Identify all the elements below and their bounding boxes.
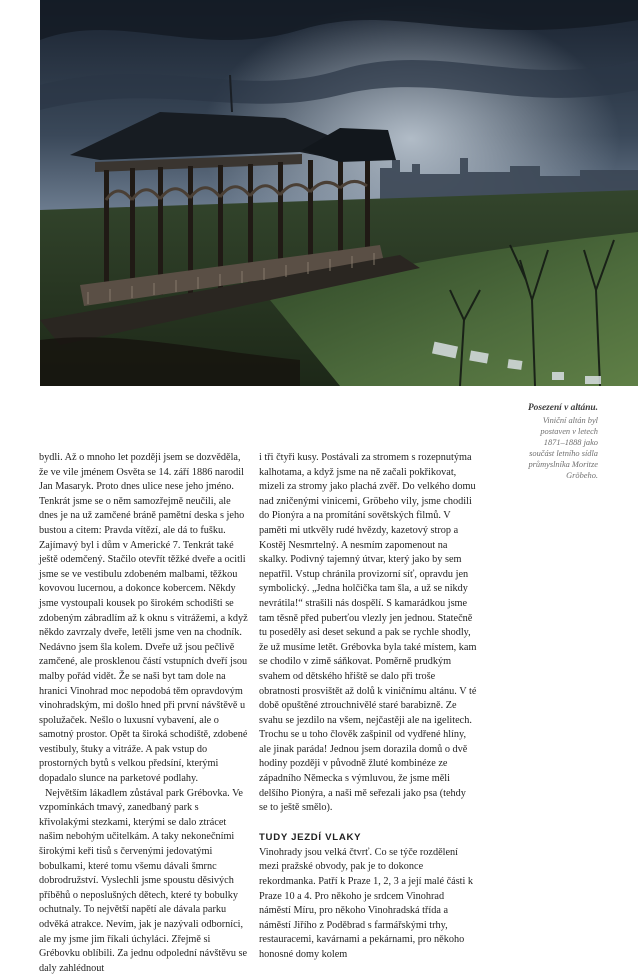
article-column-1	[39, 451, 250, 976]
caption-body: Viniční altán byl postaven v letech 1871–1888 jako součást letního sídla průmyslníka Moritze Gröbeho.	[528, 416, 598, 481]
section-heading: TUDY JEZDÍ VLAKY	[259, 831, 362, 843]
photo-illustration	[40, 0, 638, 386]
article-paragraph: i tři čtyři kusy. Postávali za stromem s rozepnutýma kalhotama, a když jsme na ně začali pokřikovat, mizeli za stromy jako plachá zvěř. Do velkého domu nad zničenými vinicemi, Gröbeho vily, jsme chodili do Pionýra a na promítání sovětských filmů. V paměti mi utkvěly rudé hvězdy, kazetový strop a Kostěj Nesmrtelný. A nesmím zapomenout na skalky. Podivný tajemný útvar, který jako by sem nepatřil. Vstup chránila provizorní síť, opravdu jen symbolický. „Jedna holčička tam šla, a už se nikdy nevrátila!“ strašili nás dospělí. S kamarádkou jsme tam těsně před puberťou vlezly jen jednou. Statečně tu poseděly asi deset sekund a pak se rychle shodly, že už musíme letět. Grébovka byla také místem, kam se chodilo v zimě sáňkovat. Poměrně prudkým svahem od dětského hřiště se dalo při troše obratnosti prosvištět až dolů k viničnímu altánu. V té době opuštěné ztrouchnivělé staré barabizně. Ze svahu se jezdilo na všem, nejčastěji ale na igelitech. Trochu se u toho člověk zašpinil od vydřené hlíny, ale jinak paráda! Jednou jsem dorazila domů o dvě hodiny později v původně žluté kombinéze ze západního Německa s výmluvou, že jsme měli delšího Pionýra, a naši mě seřezali jako psa (tehdy se to ještě smělo).	[259, 452, 477, 814]
article-column-2	[259, 451, 477, 963]
article-paragraph: Vinohrady jsou velká čtvrť. Co se týče rozdělení mezi pražské obvody, pak je to dokonce rekordmanka. Patří k Praze 1, 2, 3 a její malé části k Praze 10 a 4. Pro někoho je srdcem Vinohrad náměstí Míru, pro někoho Vinohradská třída a náměstí Jiřího z Poděbrad s farmářskými trhy, restauracemi, kavárnami a pekárnami, pro někoho honosné domy kolem	[259, 846, 474, 960]
article-paragraph: Největším lákadlem zůstával park Grébovka. Ve vzpomínkách tmavý, zanedbaný park s křivolakými stezkami, kterými se dalo ztrácet našim nebohým učitelkám. A taky nekonečními širokými keři tisů s červenými jedovatými bobulkami, které tomu všemu dávali šmrnc dobrodružství. Vyslechli jsme spoustu děsivých příběhů o neposlušných dětech, které ty bobulky ochutnaly. To největší napětí ale dávala parku odvěká atrakce. Nevím, jak je nazývali odborníci, ale my jsme jim říkali úchyláci. Zřejmě si Grébovku oblíbili. Za jednu odpolední návštěvu se daly zahlédnout	[39, 787, 248, 974]
caption-title: Posezení v altánu.	[527, 403, 598, 413]
article-paragraph: bydli. Až o mnoho let později jsem se dozvěděla, že ve vile jménem Osvěta se 14. září 1886 narodil Jan Masaryk. Proto dnes ulice nese jeho jméno. Tenkrát jsme se o něm samozřejmě neučili, ale dnes je na už zamčené bráně pamětní deska s jeho bustou a citem: Pravda vítězí, ale dá to fušku. Zajímavý byl i dům v Americké 7. Tenkrát také ještě odemčený. Stačilo otevřít těžké dveře a ocitli jsme se ve vestibulu zdobeném malbami, těžkou kovovou lucernou, a dokonce kobercem. Někdy jsme vystoupali kousek po širokém schodišti se zdobeným zábradlím až k oknu s vitrážemi, a když někdo zavrzaly dveře, letěli jsme ven na chodník. Nedávno jsem šla kolem. Dveře už jsou pečlivě zamčené, ale prosklenou částí vstupních dveří jsou malby pořád vidět. Že se naši byt tam dole na hranici Vinohrad moc nepodobá těm opravdovým vinohradským, mi došlo hned při první návštěvě u spolužaček. Nešlo o luxusní vybavení, ale o samotný prostor. Opět ta široká schodiště, zdobené vestibuly, štuky a vitráže. A pak vstup do prostorných bytů s velkou předsíní, kterými dopadalo slunce na parketové podlahy.	[39, 452, 248, 785]
pavilion-photo	[40, 0, 638, 386]
photo-caption	[526, 402, 598, 482]
